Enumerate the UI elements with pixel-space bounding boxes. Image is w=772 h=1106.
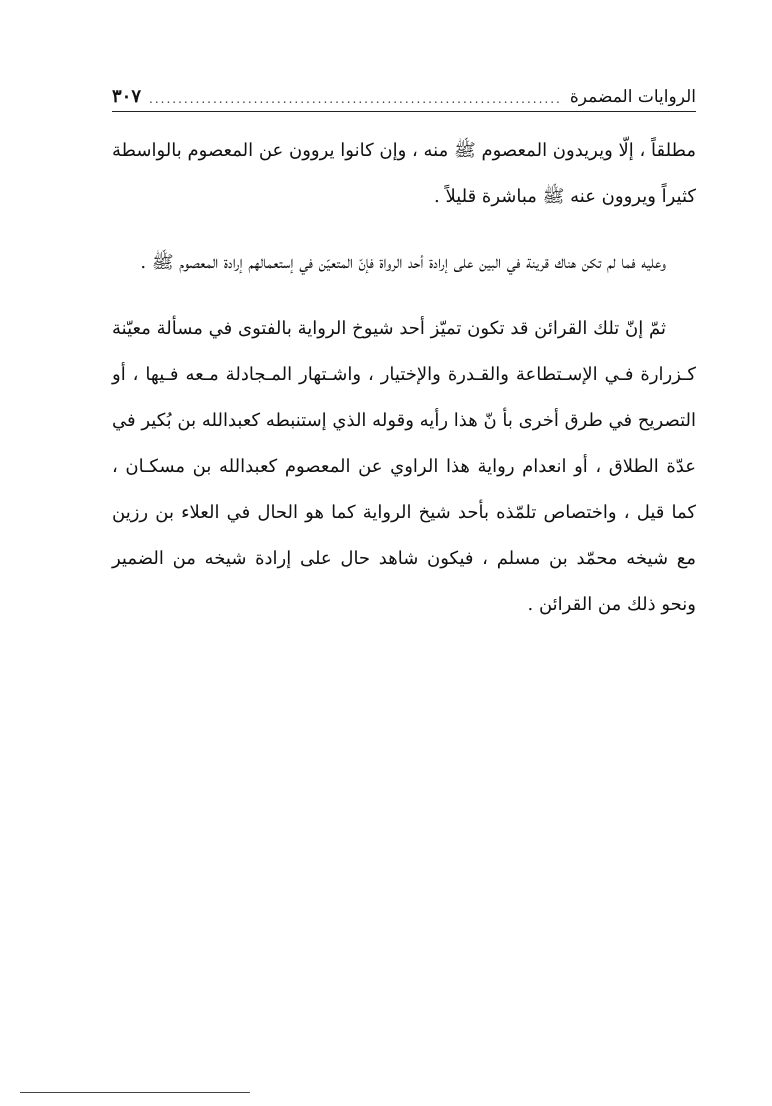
paragraph-2: وعليه فما لم تكن هناك قرينة في البين على إرادة أحد الرواة فإنّ المتعيّن في إستعمالهم إرادة المعصوم ﷺ . xyxy=(140,252,666,273)
running-header xyxy=(112,78,696,112)
footer-rule xyxy=(20,1092,250,1093)
body-text xyxy=(112,128,696,648)
header-title: الروايات المضمرة xyxy=(569,87,696,107)
paragraph-1: مطلقاً ، إلّا ويريدون المعصوم ﷺ منه ، وإن كانوا يروون عن المعصوم بالواسطة كثيراً ويروون عنه ﷺ مباشرة قليلاً . xyxy=(112,140,696,207)
paragraph-3: ثمّ إنّ تلك القرائن قد تكون تميّز أحد شيوخ الرواية بالفتوى في مسألة معيّنة كـزرارة فـي الإسـتطاعة والقـدرة والإختيار ، واشـتهار المـجادلة مـعه فـيها ، أو التصريح في طرق أخرى بأ نّ هذا رأيه وقوله الذي إستنبطه كعبدالله بن بُكير في عدّة الطلاق ، أو انعدام رواية هذا الراوي عن المعصوم كعبدالله بن مسكـان ، كما قيل ، واختصاص تلمّذه بأحد شيخ الرواية كما هو الحال في العلاء بن رزين مع شيخه محمّد بن مسلم ، فيكون شاهد حال على إرادة شيخه من الضمير ونحو ذلك من القرائن . xyxy=(112,318,696,615)
page-number: ٣٠٧ xyxy=(112,86,142,107)
header-dot-leader xyxy=(149,91,562,107)
